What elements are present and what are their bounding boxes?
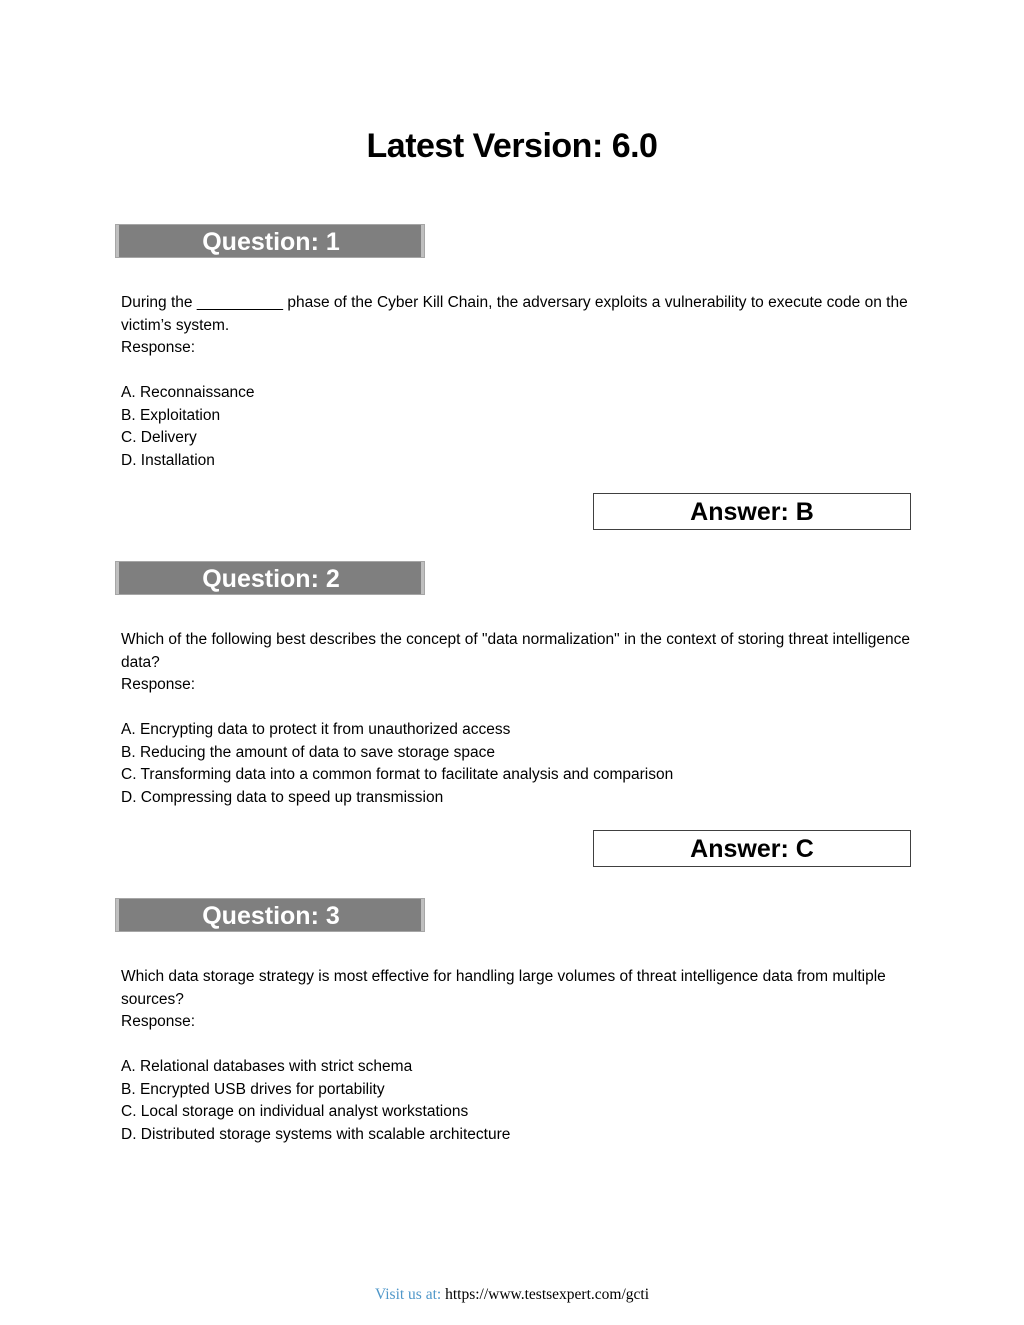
option-b: B. Exploitation <box>121 406 221 424</box>
answer-box-2: Answer: C <box>593 830 911 867</box>
option-a: A. Relational databases with strict schema <box>121 1058 413 1075</box>
answer-box-1: Answer: B <box>593 493 911 530</box>
option-d: D. Compressing data to speed up transmission <box>121 788 444 806</box>
option-a: A. Encrypting data to protect it from unauthorized access <box>121 721 511 738</box>
question-text: Which data storage strategy is most effective for handling large volumes of threat intelligence data from multiple sources? <box>121 968 886 1008</box>
response-label: Response: <box>121 1013 196 1030</box>
question-header: Question: 1 <box>115 224 425 258</box>
question-header: Question: 2 <box>115 561 425 595</box>
question-body <box>121 966 921 1146</box>
footer-url-link[interactable]: https://www.testsexpert.com/gcti <box>445 1286 650 1303</box>
options-list <box>121 1056 921 1146</box>
page-title: Latest Version: 6.0 <box>366 127 658 165</box>
question-body <box>121 629 921 809</box>
options-list <box>121 719 921 809</box>
response-label: Response: <box>121 339 196 356</box>
option-c: C. Transforming data into a common format to facilitate analysis and comparison <box>121 766 674 783</box>
question-text: Which of the following best describes the concept of "data normalization" in the context of storing threat intelligence data? <box>121 631 911 671</box>
response-label: Response: <box>121 676 196 693</box>
option-b: B. Reducing the amount of data to save storage space <box>121 743 495 761</box>
option-d: D. Distributed storage systems with scalable architecture <box>121 1125 511 1143</box>
question-text: During the __________ phase of the Cyber Kill Chain, the adversary exploits a vulnerability to execute code on the victim’s system. <box>121 294 908 334</box>
option-a: A. Reconnaissance <box>121 384 255 401</box>
option-c: C. Delivery <box>121 429 197 446</box>
option-c: C. Local storage on individual analyst workstations <box>121 1103 469 1120</box>
options-list <box>121 382 921 472</box>
footer <box>0 1285 1024 1305</box>
question-header: Question: 3 <box>115 898 425 932</box>
footer-label: Visit us at: <box>374 1286 442 1303</box>
option-b: B. Encrypted USB drives for portability <box>121 1080 385 1098</box>
option-d: D. Installation <box>121 451 215 469</box>
question-body <box>121 292 921 472</box>
